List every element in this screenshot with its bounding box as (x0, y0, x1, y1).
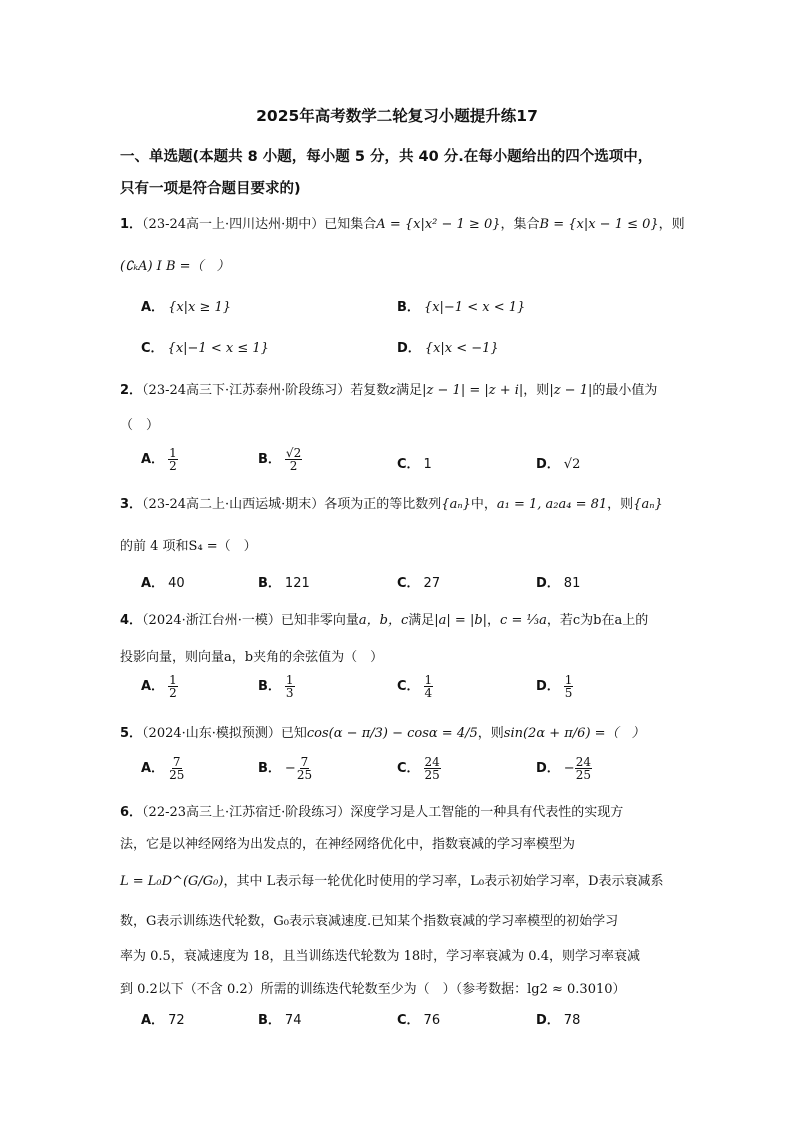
question-3-option-a[interactable] (141, 572, 185, 591)
numerator: 1 (424, 673, 433, 687)
question-2-condition: |z − 1| = |z + i| (422, 383, 524, 398)
denominator: 2 (289, 459, 298, 473)
option-value: √2 (563, 457, 581, 472)
question-2-option-c[interactable] (397, 453, 432, 472)
question-3-option-b[interactable] (258, 572, 310, 591)
option-value: {x|x ≥ 1} (168, 300, 232, 315)
question-4-condition-2: c = ⅓a (500, 613, 547, 628)
option-label: B． (258, 576, 281, 591)
question-1-option-c[interactable] (141, 337, 269, 356)
question-1-option-b[interactable] (397, 296, 525, 315)
question-1-set-b: B = {x|x − 1 ≤ 0} (539, 217, 659, 232)
option-fraction (285, 447, 302, 472)
question-6-line5: 率为 0.5，衰减速度为 18，且当训练迭代轮数为 18时，学习率衰减为 0.4，则学习率衰减 (120, 949, 640, 964)
question-4-option-a[interactable] (141, 674, 178, 699)
option-fraction (296, 756, 313, 781)
option-label: A． (141, 679, 165, 694)
question-2-var: z (389, 383, 397, 398)
numerator: 24 (575, 755, 591, 769)
question-3-sequence: {aₙ} (441, 497, 471, 512)
option-value: 1 (423, 457, 432, 472)
question-6-line2: 法，它是以神经网络为出发点的，在神经网络优化中，指数衰减的学习率模型为 (120, 837, 576, 852)
question-3-condition: a₁ = 1, a₂a₄ = 81 (496, 497, 608, 512)
option-label: A． (141, 452, 165, 467)
question-4-number: 4． (120, 613, 143, 628)
numerator: 24 (424, 755, 440, 769)
question-3-number: 3． (120, 497, 143, 512)
option-label: B． (258, 761, 281, 776)
option-label: A． (141, 761, 165, 776)
question-5-option-b[interactable] (258, 756, 313, 781)
question-2-line2: （ ） (120, 418, 160, 433)
option-fraction (168, 674, 178, 699)
question-2-option-b[interactable] (258, 447, 302, 472)
question-2-number: 2． (120, 383, 143, 398)
question-1-source: （23-24高一上·四川达州·期中）已知集合 (142, 217, 377, 232)
question-2-line1 (120, 379, 657, 398)
question-3-option-d[interactable] (536, 572, 580, 591)
denominator: 25 (169, 768, 185, 782)
denominator: 5 (564, 686, 573, 700)
option-label: D． (397, 341, 421, 356)
denominator: 2 (169, 686, 177, 700)
option-value: 121 (284, 576, 310, 591)
denominator: 25 (424, 768, 440, 782)
option-label: C． (397, 679, 420, 694)
denominator: 4 (424, 686, 433, 700)
question-4-option-b[interactable] (258, 674, 295, 699)
question-1-text: ，集合 (500, 217, 540, 232)
question-4-condition-1: |a| = |b| (434, 613, 488, 628)
numerator: √2 (285, 446, 302, 460)
question-3-source: （23-24高二上·山西运城·期末）各项为正的等比数列 (142, 497, 442, 512)
option-label: B． (258, 1013, 281, 1028)
option-value: 27 (423, 576, 441, 591)
question-6-text: （22-23高三上·江苏宿迁·阶段练习）深度学习是人工智能的一种具有代表性的实现方 (142, 805, 624, 820)
question-2-text: 满足 (396, 383, 423, 398)
question-6-number: 6． (120, 805, 143, 820)
option-sign: − (563, 761, 575, 776)
question-6-text3: ，其中 L表示每一轮优化时使用的学习率，L₀表示初始学习率，D表示衰减系 (223, 874, 664, 889)
option-label: D． (536, 1013, 560, 1028)
question-5-number: 5． (120, 726, 143, 741)
question-4-text2: ，若c为b在a上的 (546, 613, 649, 628)
question-2-expression: |z − 1| (549, 383, 593, 398)
option-label: B． (397, 300, 420, 315)
question-2-option-d[interactable] (536, 453, 580, 472)
question-5-source: （2024·山东·模拟预测）已知 (142, 726, 307, 741)
question-4-option-c[interactable] (397, 674, 433, 699)
option-label: C． (397, 457, 420, 472)
section-heading-line2: 只有一项是符合题目要求的) (120, 181, 301, 197)
question-4-source: （2024·浙江台州·一模）已知非零向量 (142, 613, 359, 628)
question-5-option-d[interactable] (536, 756, 592, 781)
question-4-text: 满足 (408, 613, 435, 628)
question-6-option-d[interactable] (536, 1009, 580, 1028)
numerator: 1 (169, 446, 177, 460)
option-value: {x|−1 < x < 1} (423, 300, 526, 315)
option-value: 72 (168, 1013, 185, 1028)
numerator: 1 (285, 673, 294, 687)
question-6-formula: L = L₀D^(G/G₀) (120, 874, 224, 889)
question-6-line6: 到 0.2以下（不含 0.2）所需的训练迭代轮数至少为（ ）（参考数据：lg2 ≈ 0.3010） (120, 982, 626, 997)
page-title: 2025年高考数学二轮复习小题提升练17 (256, 107, 538, 125)
option-label: B． (258, 452, 281, 467)
question-5-line1 (120, 722, 645, 741)
option-label: A． (141, 1013, 165, 1028)
option-value: 81 (563, 576, 581, 591)
numerator: 7 (300, 755, 309, 769)
question-1-option-d[interactable] (397, 337, 499, 356)
option-label: D． (536, 679, 560, 694)
option-fraction (564, 674, 574, 699)
question-6-option-a[interactable] (141, 1009, 185, 1028)
question-3-line2: 的前 4 项和S₄ =（ ） (120, 539, 257, 554)
question-1-line2: (∁ₖA) I B =（ ） (120, 259, 230, 274)
question-1-line1 (120, 213, 685, 232)
question-1-set-a: A = {x|x² − 1 ≥ 0} (376, 217, 501, 232)
section-heading-line1: 一、单选题(本题共 8 小题，每小题 5 分，共 40 分.在每小题给出的四个选项中， (120, 149, 653, 165)
option-value: 40 (168, 576, 185, 591)
option-value: 74 (284, 1013, 302, 1028)
question-5-option-c[interactable] (397, 756, 441, 781)
question-6-option-b[interactable] (258, 1009, 301, 1028)
option-value: {x|x < −1} (424, 341, 499, 356)
option-fraction (424, 756, 441, 781)
option-label: D． (536, 457, 560, 472)
question-3-line1 (120, 493, 663, 512)
denominator: 25 (575, 768, 591, 782)
question-4-option-d[interactable] (536, 674, 573, 699)
option-label: C． (397, 761, 420, 776)
option-label: A． (141, 300, 165, 315)
question-3-text2: ，则 (607, 497, 634, 512)
question-3-option-c[interactable] (397, 572, 440, 591)
option-label: B． (258, 679, 281, 694)
option-value: 78 (563, 1013, 581, 1028)
question-2-source: （23-24高三下·江苏泰州·阶段练习）若复数 (142, 383, 390, 398)
option-fraction (168, 756, 185, 781)
numerator: 1 (564, 673, 573, 687)
question-6-option-c[interactable] (397, 1009, 440, 1028)
question-4-separator: ， (487, 613, 501, 628)
question-2-text3: 的最小值为 (592, 383, 658, 398)
question-2-option-a[interactable] (141, 447, 178, 472)
option-label: A． (141, 576, 165, 591)
option-fraction (285, 674, 295, 699)
question-1-text-end: ，则 (658, 217, 685, 232)
option-sign: − (284, 761, 296, 776)
numerator: 7 (172, 755, 181, 769)
option-label: C． (141, 341, 164, 356)
option-fraction (168, 447, 178, 472)
option-value: 76 (423, 1013, 441, 1028)
option-label: D． (536, 761, 560, 776)
question-3-sequence-2: {aₙ} (633, 497, 663, 512)
question-5-expression: sin(2α + π/6) =（ ） (503, 726, 645, 741)
question-4-line2: 投影向量，则向量a，b夹角的余弦值为（ ） (120, 650, 384, 665)
question-3-text: 中， (470, 497, 497, 512)
option-label: D． (536, 576, 560, 591)
question-4-vectors: a，b，c (358, 613, 409, 628)
question-1-option-a[interactable] (141, 296, 231, 315)
question-6-line4: 数，G表示训练迭代轮数，G₀表示衰减速度.已知某个指数衰减的学习率模型的初始学习 (120, 914, 619, 929)
denominator: 25 (296, 768, 313, 782)
numerator: 1 (169, 673, 177, 687)
denominator: 3 (285, 686, 294, 700)
option-fraction (424, 674, 434, 699)
question-6-line1 (120, 801, 623, 820)
option-label: C． (397, 1013, 420, 1028)
question-5-option-a[interactable] (141, 756, 185, 781)
denominator: 2 (169, 459, 177, 473)
question-1-number: 1． (120, 217, 143, 232)
option-label: C． (397, 576, 420, 591)
question-5-text: ，则 (477, 726, 504, 741)
option-fraction (575, 756, 592, 781)
question-4-line1 (120, 609, 648, 628)
question-5-condition: cos(α − π/3) − cosα = 4/5 (306, 726, 478, 741)
question-2-text2: ，则 (523, 383, 550, 398)
question-6-line3 (120, 870, 664, 889)
option-value: {x|−1 < x ≤ 1} (167, 341, 269, 356)
